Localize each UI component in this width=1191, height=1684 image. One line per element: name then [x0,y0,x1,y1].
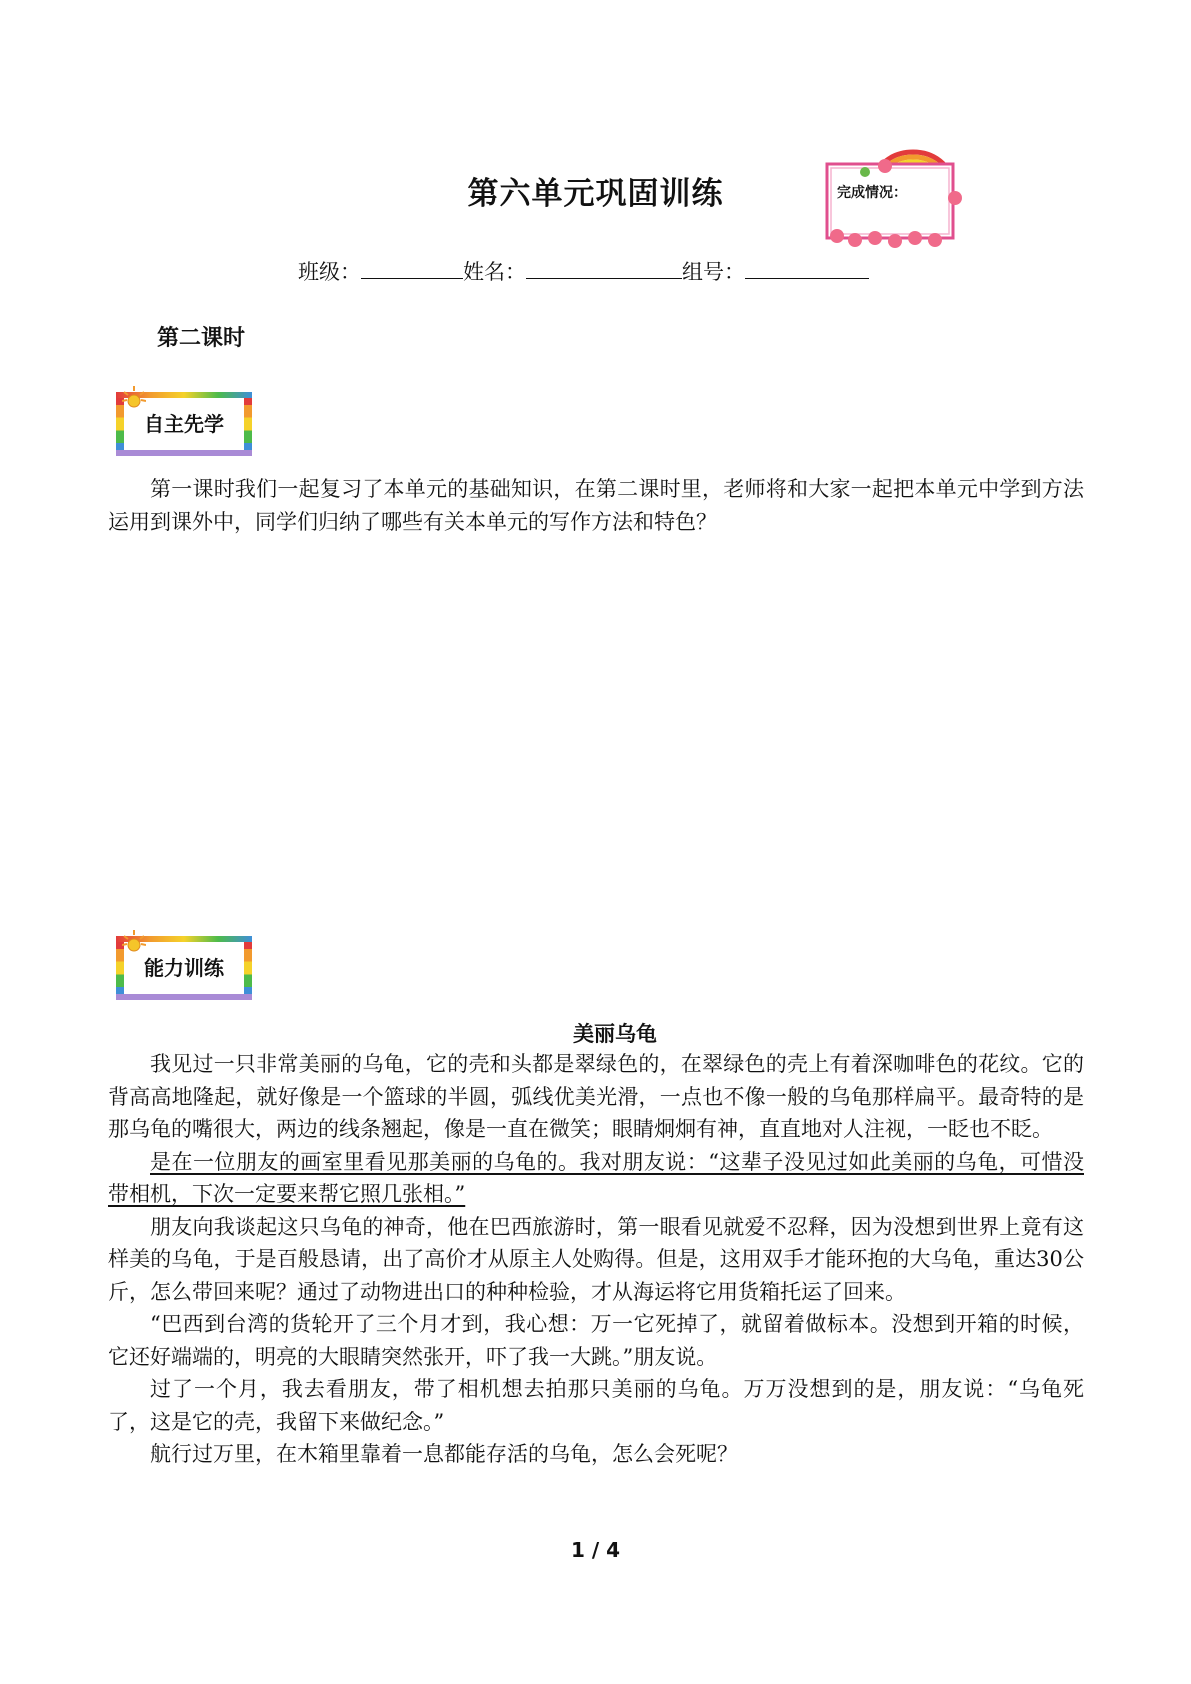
rainbow-frame-icon [815,148,978,258]
page-number: 1 / 4 [570,1538,621,1562]
student-info-line [298,256,869,286]
article-title: 美丽乌龟 [573,1022,657,1046]
name-label: 姓名： [463,260,526,284]
article-paragraph: 我见过一只非常美丽的乌龟，它的壳和头都是翠绿色的，在翠绿色的壳上有着深咖啡色的花纹。它的背高高地隆起，就好像是一个篮球的半圆，弧线优美光滑，一点也不像一般的乌龟那样扁平。最奇特的是那乌龟的嘴很大，两边的线条翘起，像是一直在微笑；眼睛炯炯有神，直直地对人注视，一眨也不眨。 [108,1052,1084,1141]
completion-badge [815,148,978,258]
name-field[interactable] [526,260,682,279]
class-field[interactable] [361,260,463,279]
page-title: 第六单元巩固训练 [467,176,724,212]
article-body [108,1048,1084,1471]
group-field[interactable] [745,260,869,279]
section-tag-self-study [116,392,252,456]
lesson-heading: 第二课时 [157,326,246,351]
class-label: 班级： [298,260,361,284]
article-paragraph: 过了一个月，我去看朋友，带了相机想去拍那只美丽的乌龟。万万没想到的是，朋友说：“乌龟死了，这是它的壳，我留下来做纪念。” [108,1377,1084,1434]
completion-label: 完成情况： [837,185,907,201]
intro-paragraph-block [108,473,1084,538]
sun-icon [122,386,146,410]
article-paragraph-underlined: 是在一位朋友的画室里看见那美丽的乌龟的。我对朋友说：“这辈子没见过如此美丽的乌龟，可惜没带相机，下次一定要来帮它照几张相。” [108,1149,1084,1206]
intro-paragraph: 第一课时我们一起复习了本单元的基础知识，在第二课时里，老师将和大家一起把本单元中学到方法运用到课外中，同学们归纳了哪些有关本单元的写作方法和特色？ [108,477,1084,534]
article-paragraph: “巴西到台湾的货轮开了三个月才到，我心想：万一它死掉了，就留着做标本。没想到开箱的时候，它还好端端的，明亮的大眼睛突然张开，吓了我一大跳。”朋友说。 [108,1312,1084,1369]
sun-icon [122,930,146,954]
article-paragraph: 朋友向我谈起这只乌龟的神奇，他在巴西旅游时，第一眼看见就爱不忍释，因为没想到世界上竟有这样美的乌龟，于是百般恳请，出了高价才从原主人处购得。但是，这用双手才能环抱的大乌龟，重达30公斤，怎么带回来呢？通过了动物进出口的种种检验，才从海运将它用货箱托运了回来。 [108,1214,1084,1304]
article-paragraph: 航行过万里，在木箱里靠着一息都能存活的乌龟，怎么会死呢？ [150,1442,738,1466]
group-label: 组号： [682,260,745,284]
section-tag-ability-training [116,936,252,1000]
section-label: 自主先学 [128,400,240,444]
section-label: 能力训练 [128,944,240,988]
